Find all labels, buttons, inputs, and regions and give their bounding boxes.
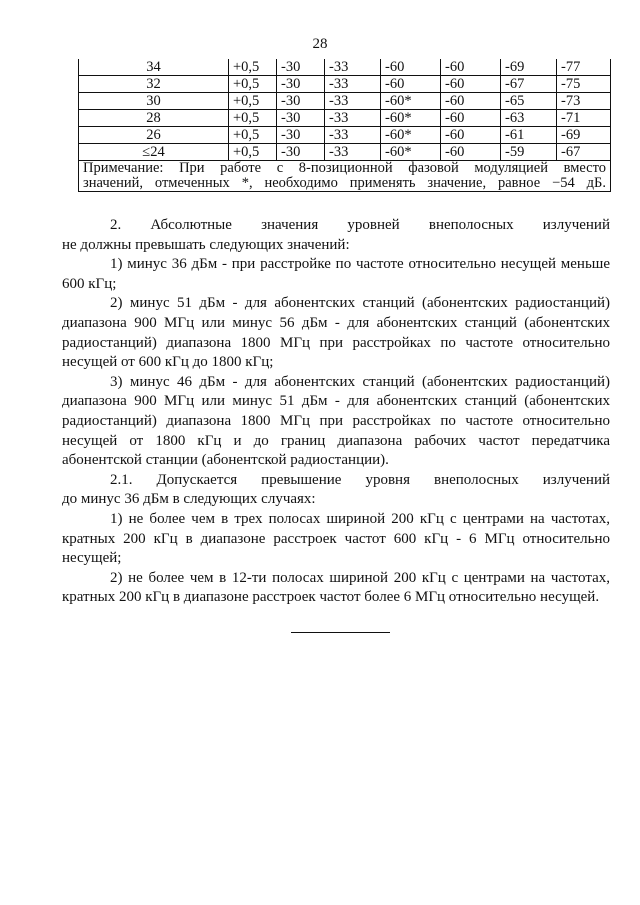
- table-cell-value: -75: [557, 76, 611, 93]
- table-cell-value: -67: [557, 144, 611, 161]
- section-2-1-item-2: 2) не более чем в 12-ти полосах шириной 200 кГц с центрами на частотах, кратных 200 кГц в диапазоне расстроек частот более 6 МГц относительно несущей.: [62, 569, 610, 606]
- table-cell-value: -30: [277, 110, 325, 127]
- table-cell-value: -71: [557, 110, 611, 127]
- table-row: [79, 127, 611, 144]
- table-cell-modulation: 32: [79, 76, 229, 93]
- table-cell-value: -33: [325, 93, 381, 110]
- table-note-line-1: Примечание: При работе с 8-позиционной фазовой модуляцией вместо: [83, 160, 606, 176]
- table-cell-value: -30: [277, 93, 325, 110]
- table-cell-value: -77: [557, 59, 611, 76]
- table-cell-value: -60: [441, 93, 501, 110]
- table-cell-value: -60*: [381, 110, 441, 127]
- table-cell-value: -60: [441, 59, 501, 76]
- closing-rule: [291, 632, 390, 633]
- table-row: [79, 76, 611, 93]
- section-2-item-1: 1) минус 36 дБм - при расстройке по частоте относительно несущей меньше 600 кГц;: [62, 256, 610, 292]
- section-2-item-2: 2) минус 51 дБм - для абонентских станций (абонентских радиостанций) диапазона 900 МГц или минус 56 дБм - для абонентских станций (абонентских радиостанций) диапазона 1800 МГц при расстройках по частоте относительно несущей от 600 кГц до 1800 кГц;: [62, 295, 610, 371]
- document-body: [62, 216, 610, 608]
- table-cell-value: -63: [501, 110, 557, 127]
- table-cell-modulation: 30: [79, 93, 229, 110]
- table-cell-value: +0,5: [229, 59, 277, 76]
- table-row: [79, 144, 611, 161]
- table-cell-value: -30: [277, 127, 325, 144]
- table-cell-value: -60: [441, 127, 501, 144]
- section-2-heading: 2. Абсолютные значения уровней внеполосных излучений: [110, 217, 610, 233]
- table-cell-value: -59: [501, 144, 557, 161]
- table-row: [79, 59, 611, 76]
- table-cell-value: -33: [325, 144, 381, 161]
- section-2-1-heading-continuation: до минус 36 дБм в следующих случаях:: [62, 491, 316, 508]
- table-cell-modulation: 34: [79, 59, 229, 76]
- table-cell-value: -33: [325, 110, 381, 127]
- table-cell-value: -69: [557, 127, 611, 144]
- table-cell-value: +0,5: [229, 144, 277, 161]
- table-note-line-2: значений, отмеченных *, необходимо применять значение, равное −54 дБ.: [83, 175, 606, 191]
- table-note: [79, 161, 611, 192]
- section-2-1-item-1: 1) не более чем в трех полосах шириной 200 кГц с центрами на частотах, кратных 200 кГц в диапазоне расстроек частот 600 кГц - 6 МГц относительно несущей;: [62, 510, 610, 567]
- table-cell-value: -60*: [381, 127, 441, 144]
- table-cell-value: -65: [501, 93, 557, 110]
- section-2-1-heading: 2.1. Допускается превышение уровня внеполосных излучений: [110, 471, 610, 488]
- table-cell-value: -30: [277, 76, 325, 93]
- table-cell-value: -60: [381, 76, 441, 93]
- table-cell-modulation: 26: [79, 127, 229, 144]
- section-2-heading-continuation: не должны превышать следующих значений:: [62, 236, 350, 253]
- table-cell-value: +0,5: [229, 76, 277, 93]
- table-cell-value: -60*: [381, 144, 441, 161]
- table-note-row: [79, 161, 611, 192]
- section-2-item-3: 3) минус 46 дБм - для абонентских станций (абонентских радиостанций) диапазона 900 МГц или минус 51 дБм - для абонентских станций (абонентских радиостанций) диапазона 1800 МГц при расстройках по частоте относительно несущей от 1800 кГц и до границ диапазона рабочих частот передатчика абонентской станции (абонентской радиостанции).: [62, 373, 610, 469]
- table-cell-modulation: 28: [79, 110, 229, 127]
- table-cell-value: -60*: [381, 93, 441, 110]
- table-cell-value: -67: [501, 76, 557, 93]
- table-cell-value: -69: [501, 59, 557, 76]
- emission-table: [78, 59, 611, 192]
- table-row: [79, 110, 611, 127]
- table-cell-value: +0,5: [229, 110, 277, 127]
- table-cell-value: -61: [501, 127, 557, 144]
- table-cell-value: -30: [277, 144, 325, 161]
- table-cell-value: +0,5: [229, 93, 277, 110]
- page-number: 28: [312, 36, 328, 52]
- table-row: [79, 93, 611, 110]
- table-cell-value: -60: [441, 144, 501, 161]
- table-cell-value: +0,5: [229, 127, 277, 144]
- table-cell-value: -33: [325, 127, 381, 144]
- table-cell-value: -60: [381, 59, 441, 76]
- table-cell-value: -30: [277, 59, 325, 76]
- table-cell-value: -33: [325, 59, 381, 76]
- table-cell-value: -33: [325, 76, 381, 93]
- table-cell-value: -60: [441, 110, 501, 127]
- table-cell-modulation: ≤24: [79, 144, 229, 161]
- table-cell-value: -73: [557, 93, 611, 110]
- table-cell-value: -60: [441, 76, 501, 93]
